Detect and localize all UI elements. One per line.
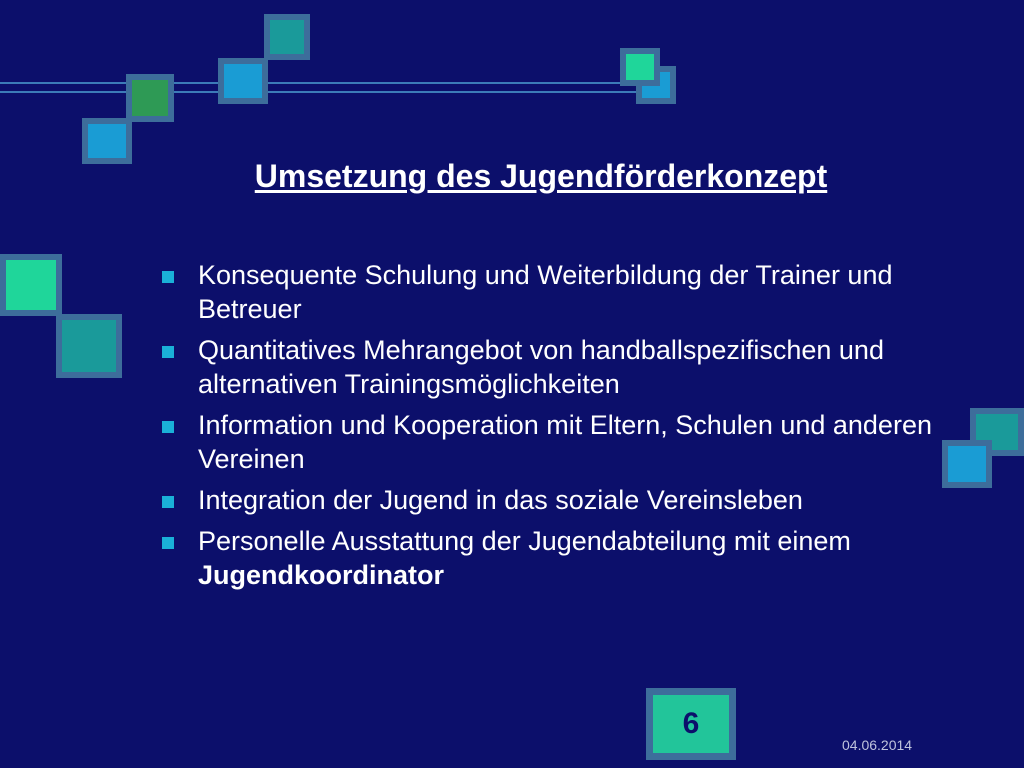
bullet-text: Quantitatives Mehrangebot von handballspezifischen und alternativen Trainingsmöglichkeiten	[198, 335, 884, 399]
bullet-item	[160, 258, 940, 326]
decor-square	[56, 314, 122, 378]
page-number: 6	[682, 707, 700, 740]
bullet-text: Information und Kooperation mit Eltern, Schulen und anderen Vereinen	[198, 410, 932, 474]
bullet-item	[160, 408, 940, 476]
bullet-item	[160, 333, 940, 401]
decor-line-top-1	[0, 82, 660, 84]
bullet-square-icon	[162, 271, 174, 283]
page-number-box	[646, 688, 736, 760]
decor-square	[264, 14, 310, 60]
bullet-square-icon	[162, 421, 174, 433]
decor-square	[620, 48, 660, 86]
slide-title: Umsetzung des Jugendförderkonzept	[254, 158, 828, 194]
bullet-item	[160, 483, 940, 517]
bullet-text: Personelle Ausstattung der Jugendabteilung mit einem	[198, 526, 851, 556]
bullet-list	[160, 258, 940, 599]
bullet-text: Konsequente Schulung und Weiterbildung der Trainer und Betreuer	[198, 260, 893, 324]
bullet-text: Integration der Jugend in das soziale Vereinsleben	[198, 485, 803, 515]
decor-square	[0, 254, 62, 316]
bullet-square-icon	[162, 537, 174, 549]
bullet-square-icon	[162, 496, 174, 508]
bullet-text-bold: Jugendkoordinator	[198, 560, 445, 590]
decor-line-top-2	[0, 91, 660, 93]
bullet-item	[160, 524, 940, 592]
decor-square	[126, 74, 174, 122]
decor-square	[942, 440, 992, 488]
bullet-square-icon	[162, 346, 174, 358]
decor-square	[218, 58, 268, 104]
slide-date: 04.06.2014	[842, 737, 913, 753]
